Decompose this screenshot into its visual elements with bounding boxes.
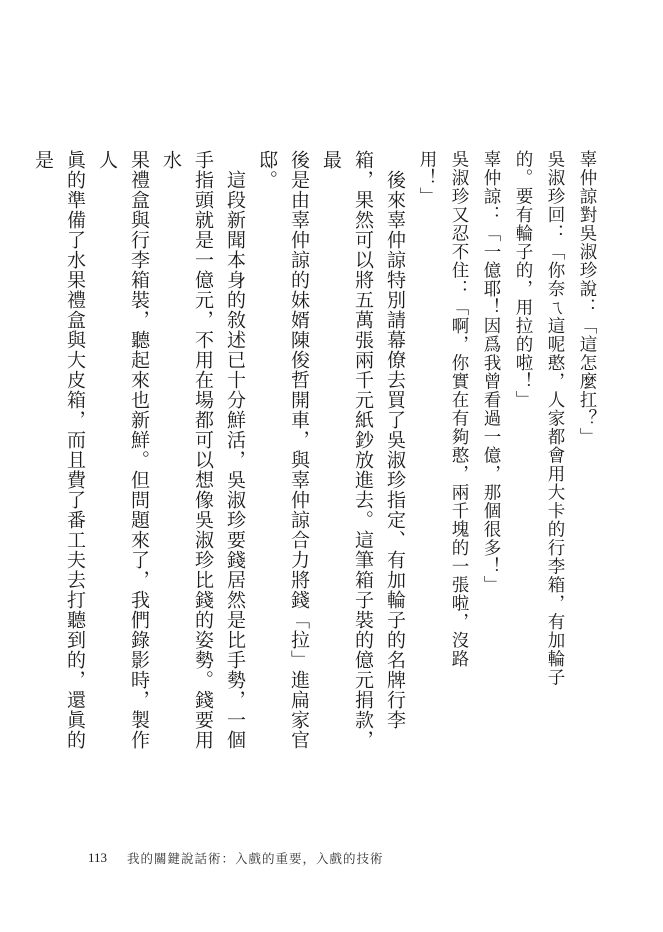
- dialogue-line: 的。要有輪子的，用拉的啦！」: [513, 150, 533, 409]
- vertical-text-block: [32, 150, 603, 750]
- prose-line: 果禮盒與行李箱裝，聽起來也新鮮。但問題來了，我們錄影時，製作人: [96, 150, 150, 750]
- prose-line: 後來辜仲諒特別請幕僚去買了吳淑珍指定、有加輪子的名牌行李: [384, 150, 406, 730]
- prose-line: 後是由辜仲諒的妹婿陳俊哲開車，與辜仲諒合力將錢「拉」進扁家官邸。: [256, 150, 310, 750]
- prose-line: 箱，果然可以將五萬張兩千元紙鈔放進去。這筆箱子裝的億元捐款，最: [320, 150, 374, 750]
- dialogue-line: 吳淑珍又忍不住：「啊，你實在有夠憨，兩千塊的一張啦，沒路: [449, 150, 469, 668]
- page-number: 113: [88, 850, 108, 865]
- prose-line: 手指頭就是一億元，不用在場都可以想像吳淑珍比錢的姿勢。錢要用水: [160, 150, 214, 750]
- prose-line: 這段新聞本身的敘述已十分鮮活，吳淑珍要錢居然是比手勢，一個: [224, 150, 246, 750]
- page-footer: [88, 848, 384, 868]
- dialogue-line: 辜仲諒對吳淑珍說：「這怎麼扛？」: [577, 150, 597, 446]
- dialogue-line: 用！」: [417, 150, 437, 206]
- prose-line: 眞的準備了水果禮盒與大皮箱，而且費了番工夫去打聽到的，還眞的是: [32, 150, 86, 750]
- dialogue-line: 辜仲諒：「一億耶！因爲我曾看過一億，那個很多！」: [481, 150, 501, 594]
- running-title: 我的關鍵說話術：入戲的重要，入戲的技術: [127, 851, 384, 866]
- dialogue-line: 吳淑珍回：「你奈ㄟ這呢憨，人家都會用大卡的行李箱，有加輪子: [545, 150, 565, 687]
